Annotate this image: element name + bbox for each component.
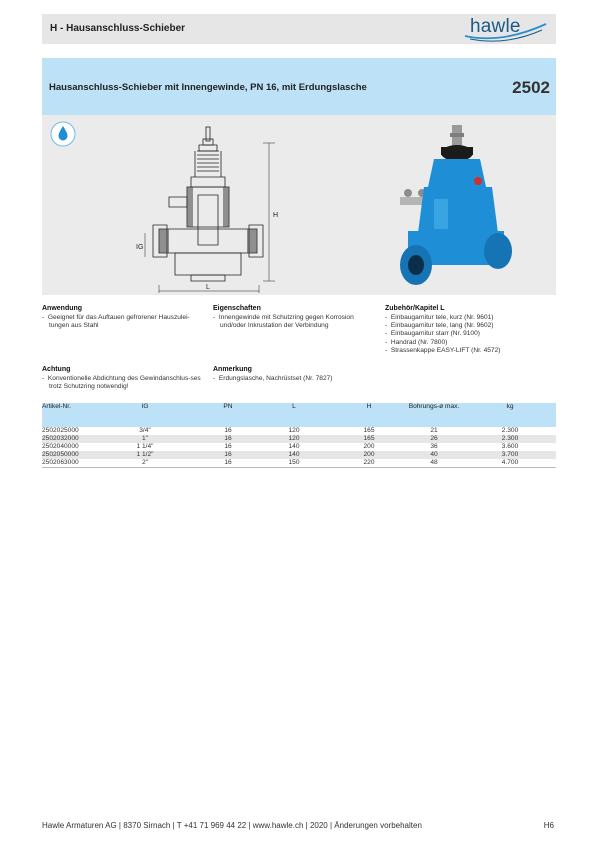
anmerkung-heading: Anmerkung — [213, 366, 252, 373]
cell-h: 165 — [363, 427, 375, 434]
eigenschaften-item: - Innengewinde mit Schutzring gegen Korrosion und/oder Inkrustation der Verbindung — [213, 313, 354, 329]
achtung-item: - Konventionelle Abdichtung des Gewindanschlus-ses trotz Schutzring notwendig! — [42, 374, 201, 390]
zubehoer-item: - Strassenkappe EASY-LIFT (Nr. 4572) — [385, 347, 501, 355]
cell-artikel: 2502063000 — [42, 459, 79, 466]
section-title: H - Hausanschluss-Schieber — [50, 23, 186, 34]
cell-artikel: 2502040000 — [42, 443, 79, 450]
col-header-h: H — [366, 403, 372, 410]
cell-pn: 16 — [224, 435, 232, 442]
table-row — [42, 427, 556, 435]
anwendung-block — [42, 305, 207, 330]
col-header-pn: PN — [223, 403, 233, 410]
zubehoer-item: - Einbaugarnitur tele, kurz (Nr. 9601) — [385, 313, 494, 321]
cell-kg: 2.300 — [501, 427, 519, 434]
cell-bohrung: 21 — [430, 427, 438, 434]
dim-label-l: L — [206, 284, 210, 291]
anwendung-item: - Geeignet für das Auftauen gefrorener Hauszulei-tungen aus Stahl — [42, 313, 190, 329]
cell-ig: 1 1/2" — [136, 451, 154, 458]
cell-h: 220 — [363, 459, 375, 466]
hawle-logo — [462, 16, 550, 42]
product-title: Hausanschluss-Schieber mit Innengewinde, PN 16, mit Erdungslasche — [49, 82, 367, 93]
col-header-kg: kg — [506, 403, 514, 410]
cell-l: 150 — [288, 459, 300, 466]
product-image-panel — [42, 115, 556, 295]
cell-bohrung: 26 — [430, 435, 438, 442]
cell-h: 200 — [363, 451, 375, 458]
col-header-ig: IG — [141, 403, 149, 410]
eigenschaften-block — [213, 305, 378, 330]
anwendung-heading: Anwendung — [42, 305, 83, 312]
table-row — [42, 459, 556, 468]
product-number: 2502 — [512, 78, 550, 97]
cell-h: 200 — [363, 443, 375, 450]
zubehoer-heading: Zubehör/Kapitel L — [385, 305, 445, 312]
product-title-bar — [42, 58, 556, 115]
cell-pn: 16 — [224, 459, 232, 466]
zubehoer-item: - Einbaugarnitur starr (Nr. 9100) — [385, 330, 480, 338]
cell-artikel: 2502025000 — [42, 427, 79, 434]
water-drop-icon — [50, 121, 76, 147]
cell-ig: 2" — [141, 459, 148, 466]
zubehoer-item: - Einbaugarnitur tele, lang (Nr. 9602) — [385, 322, 494, 329]
section-header-bar — [42, 14, 556, 44]
cell-artikel: 2502050000 — [42, 451, 79, 458]
cell-l: 140 — [288, 451, 300, 458]
anmerkung-block — [213, 366, 378, 383]
cell-pn: 16 — [224, 451, 232, 458]
cell-kg: 4.700 — [501, 459, 519, 466]
cell-h: 165 — [363, 435, 375, 442]
achtung-heading: Achtung — [42, 366, 71, 373]
cell-bohrung: 40 — [430, 451, 438, 458]
cell-bohrung: 48 — [430, 459, 438, 466]
product-photo — [394, 123, 516, 291]
eigenschaften-heading: Eigenschaften — [213, 305, 261, 312]
dim-label-h: H — [273, 212, 279, 219]
cell-l: 140 — [288, 443, 300, 450]
col-header-bohrung: Bohrungs-ø max. — [408, 403, 460, 410]
cell-bohrung: 36 — [430, 443, 438, 450]
table-header — [42, 403, 556, 427]
page-number: H6 — [543, 821, 554, 830]
achtung-block — [42, 366, 207, 391]
cell-artikel: 2502032000 — [42, 435, 79, 442]
cell-pn: 16 — [224, 443, 232, 450]
col-header-l: L — [292, 403, 296, 410]
dim-label-ig: IG — [136, 244, 144, 251]
anmerkung-item: - Erdungslasche, Nachrüstset (Nr. 7827) — [213, 374, 333, 382]
cell-pn: 16 — [224, 427, 232, 434]
zubehoer-block — [385, 305, 553, 356]
cell-ig: 1 1/4" — [136, 443, 154, 450]
cell-kg: 3.600 — [501, 443, 519, 450]
table-row — [42, 451, 556, 459]
table-row — [42, 435, 556, 443]
col-header-artikel: Artikel-Nr. — [42, 403, 71, 410]
table-row — [42, 443, 556, 451]
footer-text: Hawle Armaturen AG | 8370 Sirnach | T +41 71 969 44 22 | www.hawle.ch | 2020 | Änderungen vorbehalten — [42, 821, 422, 830]
cell-ig: 1" — [141, 435, 148, 442]
cell-l: 120 — [288, 427, 300, 434]
cell-kg: 2.300 — [501, 435, 519, 442]
cell-l: 120 — [288, 435, 300, 442]
cell-kg: 3.700 — [501, 451, 519, 458]
technical-drawing — [135, 125, 285, 293]
zubehoer-item: - Handrad (Nr. 7800) — [385, 338, 448, 346]
logo-text: hawle — [470, 16, 521, 37]
cell-ig: 3/4" — [139, 427, 151, 434]
article-table — [42, 403, 556, 468]
